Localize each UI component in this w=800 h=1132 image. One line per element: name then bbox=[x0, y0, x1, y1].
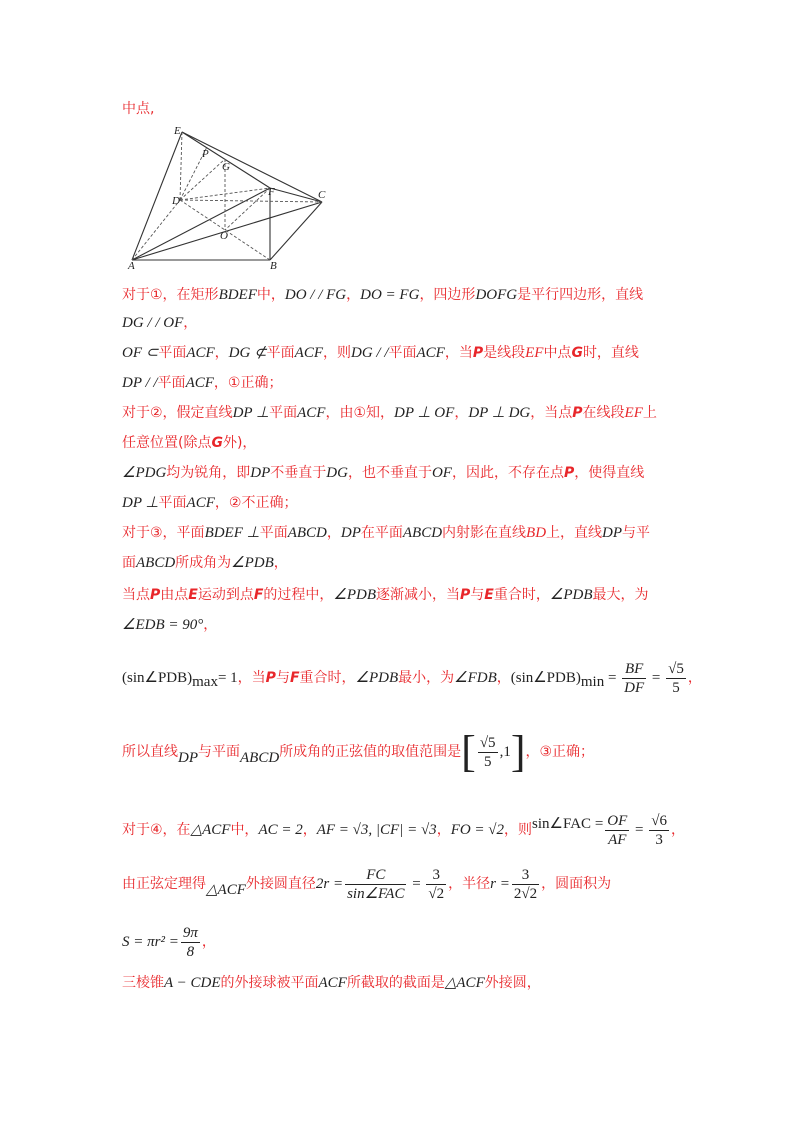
para3-text: ， bbox=[454, 405, 469, 421]
para1-text: ，四边形 bbox=[419, 287, 476, 303]
fraction-BF-DF bbox=[622, 660, 646, 697]
edge-EF bbox=[182, 132, 270, 188]
para4-text: 平面 bbox=[158, 495, 187, 511]
fraction-denominator: 5 bbox=[483, 753, 492, 770]
point-E: E bbox=[484, 587, 494, 603]
math-DG-parallel: DG / / bbox=[351, 345, 389, 361]
heading-label: 中点, bbox=[122, 101, 155, 117]
math-ACF: ACF bbox=[318, 975, 347, 991]
para5-text: 对于③，平面 bbox=[122, 525, 205, 541]
point-P: P bbox=[460, 587, 471, 603]
para11-text: ， bbox=[201, 934, 216, 950]
para12-text: 外接圆， bbox=[484, 975, 541, 991]
fraction-denominator: √2 bbox=[428, 885, 445, 902]
math-ACF: ACF bbox=[186, 345, 215, 361]
math-2r: 2r = bbox=[315, 876, 344, 892]
label-D: D bbox=[172, 195, 180, 207]
edge-DG bbox=[180, 159, 225, 200]
math-DP-perp-DG: DP ⊥ DG bbox=[468, 405, 531, 421]
math-DP-perp: DP ⊥ bbox=[122, 495, 159, 511]
math-DG-not-subset: DG ⊄ bbox=[228, 345, 267, 361]
math-ACF: ACF bbox=[186, 495, 215, 511]
math-sub-max: max bbox=[192, 673, 218, 690]
math-DG: DG bbox=[326, 465, 348, 481]
para9-text: ，则 bbox=[504, 822, 533, 838]
fraction-numerator: 3 bbox=[426, 866, 446, 885]
math-S-area: S = πr² = bbox=[122, 934, 179, 950]
math-AC-eq-2: AC = 2 bbox=[258, 822, 303, 838]
para2-text: 时，直线 bbox=[582, 345, 639, 361]
math-OF: OF bbox=[431, 465, 452, 481]
math-DP-perp: DP ⊥ bbox=[232, 405, 270, 421]
para3-text: ，当点 bbox=[530, 405, 573, 421]
fraction-OF-AF bbox=[605, 812, 629, 849]
para12-text: 的外接球被平面 bbox=[220, 975, 319, 991]
math-angle-PDG: ∠PDG bbox=[122, 465, 167, 481]
edge-AD bbox=[132, 200, 180, 260]
math-ABCD: ABCD bbox=[402, 525, 443, 541]
para4-line1 bbox=[122, 462, 700, 484]
para10-line bbox=[122, 860, 700, 908]
math-DP: DP bbox=[250, 465, 271, 481]
point-P: P bbox=[150, 587, 161, 603]
edge-DC bbox=[180, 200, 322, 202]
math-BD: BD bbox=[526, 525, 547, 541]
para5-text: 与平 bbox=[622, 525, 651, 541]
math-sin-PDB: (sin∠PDB) bbox=[510, 670, 581, 686]
math-DO-eq-FG: DO = FG bbox=[360, 287, 420, 303]
point-G: G bbox=[571, 345, 583, 361]
para3-text: 外)， bbox=[222, 435, 257, 451]
para6-text: 重合时， bbox=[493, 587, 550, 603]
fraction-denominator: 2√2 bbox=[513, 885, 538, 902]
fraction-numerator: BF bbox=[622, 660, 646, 679]
math-angle-PDB: ∠PDB bbox=[549, 587, 593, 603]
math-DG-parallel-OF: DG / / OF bbox=[122, 315, 184, 331]
label-P: P bbox=[202, 148, 209, 160]
fraction-denominator: 3 bbox=[655, 831, 663, 848]
edge-FO bbox=[225, 188, 270, 230]
math-eq: = bbox=[648, 670, 665, 686]
para9-text: ， bbox=[302, 822, 317, 838]
math-angle-PDB: ∠PDB bbox=[333, 587, 377, 603]
para7-text: 与 bbox=[275, 670, 290, 686]
math-eq: = bbox=[408, 876, 425, 892]
math-OF-subset: OF ⊂ bbox=[122, 345, 159, 361]
fraction-denominator: 5 bbox=[672, 679, 680, 696]
para12-text: 三棱锥 bbox=[122, 975, 164, 991]
fraction-denominator: DF bbox=[624, 679, 645, 696]
fraction-numerator: 3 bbox=[512, 866, 539, 885]
math-sin-PDB: (sin∠PDB) bbox=[122, 670, 193, 686]
para6-text: 当点 bbox=[122, 587, 150, 603]
para9-text: ， bbox=[670, 822, 685, 838]
fraction-sqrt5-5 bbox=[478, 734, 498, 771]
label-A: A bbox=[128, 260, 135, 270]
label-C: C bbox=[318, 189, 326, 201]
math-ACF: ACF bbox=[294, 345, 323, 361]
para2-line1 bbox=[122, 342, 700, 364]
fraction-numerator: √5 bbox=[479, 734, 496, 751]
para1-line1 bbox=[122, 284, 700, 306]
para10-text: 由正弦定理得 bbox=[122, 876, 206, 892]
para4-text: ，②不正确； bbox=[214, 495, 298, 511]
para6-line2 bbox=[122, 614, 700, 636]
para2-text: 中点 bbox=[543, 345, 572, 361]
math-triangle-ACF: △ACF bbox=[190, 822, 231, 838]
fraction-numerator: √6 bbox=[651, 812, 667, 829]
para7-text: 重合时， bbox=[299, 670, 356, 686]
para2-text: 平面 bbox=[157, 375, 186, 391]
para6-text: ， bbox=[203, 617, 218, 633]
para3-text: 平面 bbox=[269, 405, 298, 421]
para7-text: 最小，为 bbox=[398, 670, 455, 686]
para5-text: 上，直线 bbox=[546, 525, 603, 541]
point-F: F bbox=[289, 670, 300, 686]
para10-text: ，半径 bbox=[448, 876, 491, 892]
para9-text: 中， bbox=[230, 822, 259, 838]
para7-text: ， bbox=[496, 670, 511, 686]
label-E: E bbox=[174, 125, 181, 137]
point-P: P bbox=[563, 465, 575, 481]
label-G: G bbox=[222, 161, 230, 173]
edge-BC bbox=[270, 202, 322, 260]
para4-text: ，因此，不存在点 bbox=[451, 465, 564, 481]
para1-text: ， bbox=[183, 315, 198, 331]
para10-text: 外接圆直径 bbox=[245, 876, 316, 892]
math-angle-PDB: ∠PDB bbox=[231, 555, 274, 571]
para8-line bbox=[122, 726, 700, 778]
fraction-denominator: sin∠FAC bbox=[347, 885, 405, 902]
para7-text: ，当 bbox=[237, 670, 266, 686]
math-EF: EF bbox=[525, 345, 544, 361]
para8-text: 所成角的正弦值的取值范围是 bbox=[279, 744, 462, 760]
para2-text: ，当 bbox=[444, 345, 473, 361]
math-angle-FDB: ∠FDB bbox=[454, 670, 497, 686]
math-eq: = bbox=[604, 670, 621, 686]
edge-ED bbox=[180, 132, 182, 200]
para3-text: 在线段 bbox=[582, 405, 625, 421]
para3-line1 bbox=[122, 402, 700, 424]
fraction-3-sqrt2 bbox=[426, 866, 446, 903]
para10-text: ，圆面积为 bbox=[541, 876, 612, 892]
para1-text: 对于①，在矩形 bbox=[122, 287, 219, 303]
para2-text: 是线段 bbox=[483, 345, 526, 361]
para3-text: 任意位置(除点 bbox=[122, 435, 212, 451]
fraction-denominator: 8 bbox=[186, 943, 195, 960]
math-DP: DP bbox=[178, 750, 198, 766]
edge-FC bbox=[270, 188, 322, 202]
para6-text: 运动到点 bbox=[197, 587, 254, 603]
math-sub-min: min bbox=[580, 673, 605, 690]
para5-text: 在平面 bbox=[360, 525, 403, 541]
math-FO: FO = √2 bbox=[450, 822, 505, 838]
para9-text: ， bbox=[436, 822, 451, 838]
para2-text: 平面 bbox=[266, 345, 295, 361]
math-DP-perp-OF: DP ⊥ OF bbox=[394, 405, 455, 421]
point-P: P bbox=[472, 345, 484, 361]
point-G: G bbox=[211, 435, 223, 451]
fraction-numerator: 9π bbox=[182, 924, 198, 941]
fraction-numerator: OF bbox=[607, 812, 628, 829]
para2-line2 bbox=[122, 372, 700, 394]
para3-text: 对于②，假定直线 bbox=[122, 405, 233, 421]
para8-text: 与平面 bbox=[198, 744, 240, 760]
point-F: F bbox=[253, 587, 264, 603]
para3-line2 bbox=[122, 432, 700, 454]
para5-text: 内射影在直线 bbox=[442, 525, 527, 541]
math-angle-EDB-90: ∠EDB = 90° bbox=[122, 617, 204, 633]
para11-line bbox=[122, 918, 700, 966]
math-triangle-ACF: △ACF bbox=[444, 975, 485, 991]
para4-text: ，也不垂直于 bbox=[347, 465, 432, 481]
fraction-denominator: AF bbox=[608, 831, 627, 848]
edge-EC bbox=[182, 132, 322, 202]
para1-text: 是平行四边形，直线 bbox=[517, 287, 644, 303]
label-F: F bbox=[268, 186, 275, 198]
math-comma-1: ,1 bbox=[499, 744, 511, 760]
math-ACF: ACF bbox=[185, 375, 214, 391]
math-ABCD: ABCD bbox=[136, 555, 176, 571]
math-A-CDE: A − CDE bbox=[164, 975, 221, 991]
para5-text: ， bbox=[273, 555, 288, 571]
geometry-figure bbox=[122, 122, 332, 270]
label-O: O bbox=[220, 230, 228, 242]
para6-text: 最大，为 bbox=[592, 587, 649, 603]
para4-line2 bbox=[122, 492, 700, 514]
math-DP-parallel: DP / / bbox=[122, 375, 158, 391]
para9-line bbox=[122, 800, 700, 848]
point-E: E bbox=[188, 587, 198, 603]
para5-text: 所成角为 bbox=[175, 555, 232, 571]
math-angle-PDB: ∠PDB bbox=[355, 670, 399, 686]
fraction-sqrt5-5 bbox=[666, 660, 686, 697]
math-EF: EF bbox=[624, 405, 643, 421]
para5-text: 面 bbox=[122, 555, 136, 571]
label-B: B bbox=[270, 260, 277, 270]
para5-line1 bbox=[122, 522, 700, 544]
fraction-sqrt6-3 bbox=[649, 812, 669, 849]
para7-text: ， bbox=[687, 670, 702, 686]
para8-text: 所以直线 bbox=[122, 744, 178, 760]
para6-line1 bbox=[122, 584, 700, 606]
math-sin-FAC: sin∠FAC = bbox=[532, 816, 604, 832]
para5-line2 bbox=[122, 552, 700, 574]
para1-text: 中， bbox=[256, 287, 285, 303]
para6-text: 与 bbox=[470, 587, 485, 603]
para6-text: 的过程中， bbox=[263, 587, 334, 603]
fraction-FC-sinFAC bbox=[345, 866, 406, 903]
para2-text: ，①正确； bbox=[213, 375, 283, 391]
para5-text: ， bbox=[326, 525, 341, 541]
para2-text: 平面 bbox=[158, 345, 187, 361]
para9-text: 对于④，在 bbox=[122, 822, 191, 838]
para2-text: ， bbox=[214, 345, 229, 361]
math-triangle-ACF: △ACF bbox=[206, 882, 246, 898]
para8-text: ，③正确； bbox=[525, 744, 595, 760]
para1-text: ， bbox=[346, 287, 361, 303]
heading-text bbox=[122, 98, 700, 120]
math-DP: DP bbox=[602, 525, 623, 541]
math-eq: = bbox=[631, 822, 648, 838]
para4-text: ，使得直线 bbox=[574, 465, 645, 481]
fraction-9pi-8 bbox=[181, 924, 200, 961]
para4-text: 不垂直于 bbox=[270, 465, 327, 481]
para3-text: 上 bbox=[642, 405, 657, 421]
point-P: P bbox=[265, 670, 276, 686]
para12-text: 所截取的截面是 bbox=[346, 975, 445, 991]
fraction-3-2sqrt2 bbox=[512, 866, 539, 903]
math-eq-1: = 1 bbox=[217, 670, 238, 686]
math-BDEF-perp: BDEF ⊥ bbox=[204, 525, 260, 541]
math-ABCD: ABCD bbox=[240, 750, 280, 766]
para5-text: 平面 bbox=[259, 525, 288, 541]
math-ACF: ACF bbox=[416, 345, 445, 361]
left-bracket: [ bbox=[461, 727, 476, 776]
math-ABCD: ABCD bbox=[287, 525, 327, 541]
para6-text: 由点 bbox=[160, 587, 189, 603]
para1-line2 bbox=[122, 312, 700, 334]
math-DO-parallel-FG: DO / / FG bbox=[284, 287, 347, 303]
math-ACF: ACF bbox=[297, 405, 326, 421]
fraction-numerator: √5 bbox=[668, 660, 684, 677]
math-AF-CF: AF = √3, |CF| = √3 bbox=[316, 822, 437, 838]
math-BDEF: BDEF bbox=[218, 287, 257, 303]
para2-text: 平面 bbox=[388, 345, 417, 361]
para3-text: ，由①知， bbox=[325, 405, 395, 421]
right-bracket: ] bbox=[510, 727, 526, 776]
para2-text: ，则 bbox=[323, 345, 351, 361]
para4-text: 均为锐角，即 bbox=[166, 465, 251, 481]
math-r: r = bbox=[490, 876, 510, 892]
math-DP: DP bbox=[340, 525, 361, 541]
math-DOFG: DOFG bbox=[475, 287, 518, 303]
para12-line bbox=[122, 972, 700, 994]
point-P: P bbox=[572, 405, 583, 421]
para6-text: 逐渐减小，当 bbox=[376, 587, 461, 603]
fraction-numerator: FC bbox=[345, 866, 406, 885]
para7-line bbox=[122, 656, 700, 700]
